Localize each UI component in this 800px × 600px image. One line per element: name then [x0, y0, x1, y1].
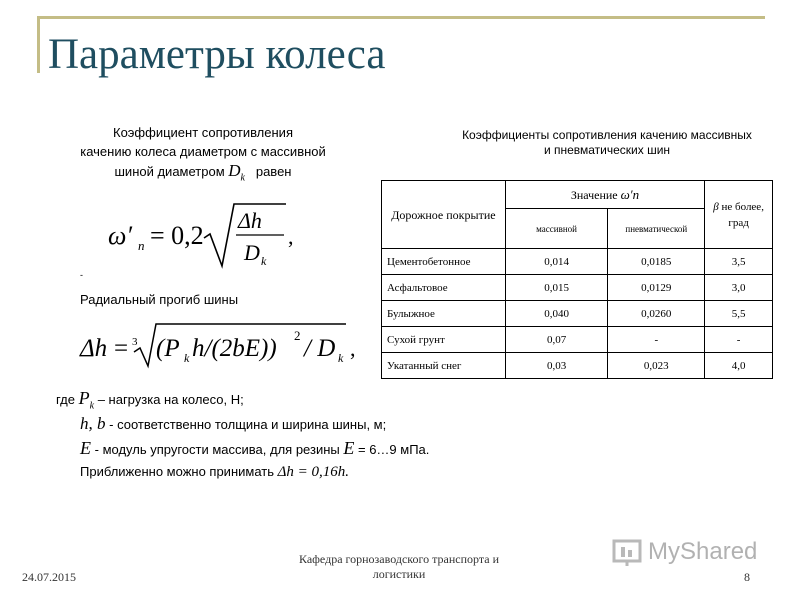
table-body: [382, 249, 773, 379]
rolling-resistance-table: [381, 180, 773, 379]
svg-text:/ D: / D: [304, 335, 336, 362]
cell-beta: 3,5: [705, 249, 773, 275]
header-solid: массивной: [505, 209, 608, 249]
svg-text:3: 3: [132, 336, 138, 348]
cell-surface: Укатанный снег: [382, 353, 506, 379]
cell-surface: Асфальтовое: [382, 275, 506, 301]
cell-pneumatic: 0,0260: [608, 301, 705, 327]
cell-solid: 0,07: [505, 327, 608, 353]
diameter-symbol: $D_k$: [228, 161, 245, 184]
footer-page-number: 8: [744, 570, 750, 584]
svg-text:h/(2bE)): h/(2bE)): [192, 335, 277, 362]
cell-solid: 0,03: [505, 353, 608, 379]
svg-text:(P: (P: [156, 335, 180, 362]
cell-beta: -: [705, 327, 773, 353]
svg-text:k: k: [184, 351, 190, 365]
cell-beta: 4,0: [705, 353, 773, 379]
coef-line: Коэффициент сопротивления: [113, 125, 293, 140]
svg-text:=: =: [114, 335, 129, 362]
small-mark: -: [80, 270, 83, 280]
cell-pneumatic: -: [608, 327, 705, 353]
svg-text:D: D: [244, 240, 260, 265]
legend-thickness-width: h, b - соответственно толщина и ширина шины, м;: [80, 414, 387, 433]
footer-department: Кафедра горнозаводского транспорта и логистики: [298, 552, 500, 581]
page-title: Параметры колеса: [48, 31, 386, 78]
legend-elastic-modulus: E - модуль упругости массива, для резины E = 6…9 мПа.: [80, 438, 430, 458]
cell-beta: 5,5: [705, 301, 773, 327]
coef-line: шиной диаметром $D_k$ равен: [114, 161, 292, 184]
svg-text:k: k: [261, 254, 267, 268]
title-frame-line: [37, 16, 40, 73]
table-row: [382, 249, 773, 275]
header-pneumatic: пневматической: [608, 209, 705, 249]
cell-solid: 0,014: [505, 249, 608, 275]
cell-surface: Булыжное: [382, 301, 506, 327]
svg-text:,: ,: [288, 224, 294, 249]
header-surface: Дорожное покрытие: [382, 181, 506, 249]
svg-text:,: ,: [350, 336, 356, 361]
title-frame-line: [37, 16, 765, 19]
footer-date: 24.07.2015: [22, 570, 76, 584]
table-row: [382, 353, 773, 379]
header-value: Значение ω′n: [505, 181, 704, 209]
cell-surface: Цементобетонное: [382, 249, 506, 275]
table-row: [382, 327, 773, 353]
cell-pneumatic: 0,0129: [608, 275, 705, 301]
cell-pneumatic: 0,0185: [608, 249, 705, 275]
svg-text:= 0,2: = 0,2: [150, 221, 204, 250]
cell-pneumatic: 0,023: [608, 353, 705, 379]
deflection-label: Радиальный прогиб шины: [80, 292, 239, 307]
legend-approximation: Приближенно можно принимать Δh = 0,16h.: [80, 464, 350, 480]
svg-text:ω′: ω′: [108, 221, 133, 250]
header-beta: β не более, град: [705, 181, 773, 249]
svg-text:Δh: Δh: [80, 335, 108, 362]
rolling-coefficient-formula: [104, 198, 314, 272]
coefficient-description: [56, 123, 350, 187]
cell-beta: 3,0: [705, 275, 773, 301]
deflection-formula: [78, 318, 360, 370]
cell-surface: Сухой грунт: [382, 327, 506, 353]
cell-solid: 0,040: [505, 301, 608, 327]
svg-text:n: n: [138, 238, 145, 253]
svg-text:2: 2: [294, 328, 301, 343]
coef-line: качению колеса диаметром с массивной: [80, 144, 326, 159]
table-row: [382, 275, 773, 301]
legend-load: где $P_k$ – нагрузка на колесо, Н;: [56, 388, 244, 412]
table-caption: Коэффициенты сопротивления качению массивных и пневматических шин: [462, 128, 752, 157]
watermark-icon: [610, 537, 644, 567]
table-row: [382, 301, 773, 327]
cell-solid: 0,015: [505, 275, 608, 301]
svg-text:k: k: [338, 351, 344, 365]
watermark-logo: MyShared: [610, 537, 757, 567]
svg-text:Δh: Δh: [238, 208, 262, 233]
